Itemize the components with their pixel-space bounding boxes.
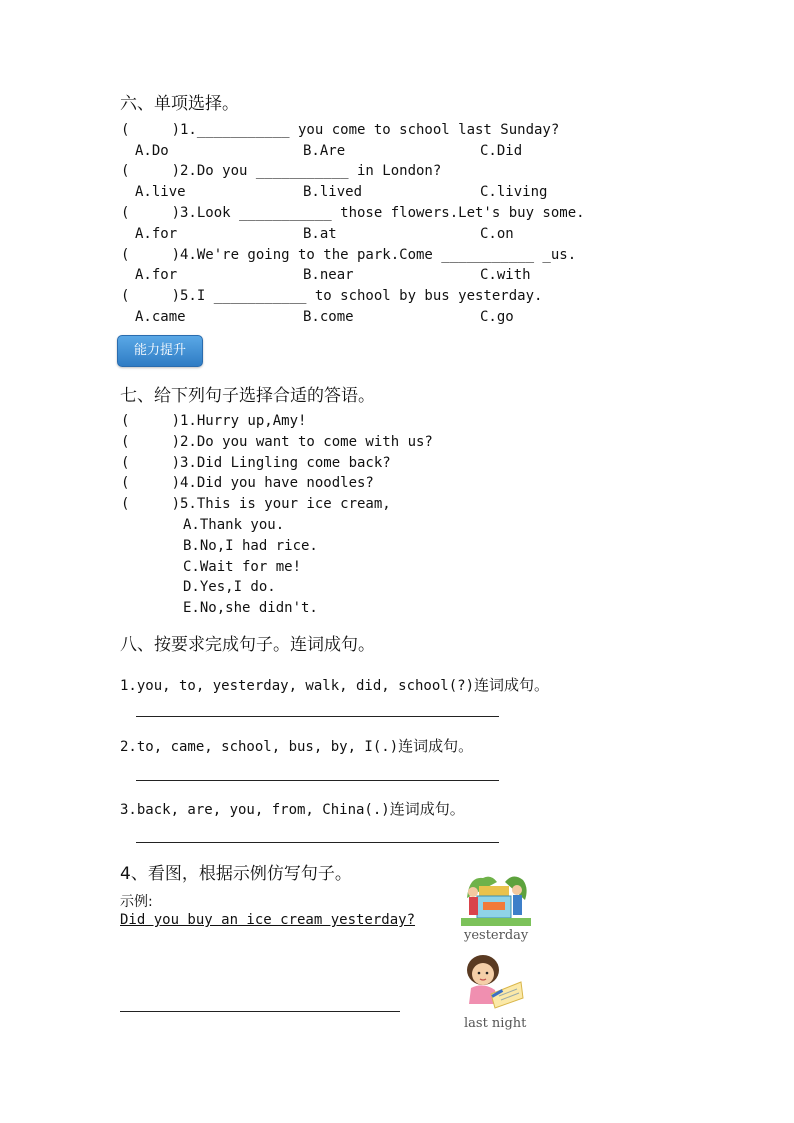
q6-5: ( )5.I ___________ to school by bus yesterday. — [121, 288, 543, 304]
q6-3-option-a: A.for — [135, 226, 178, 242]
q7-3: ( )3.Did Lingling come back? — [121, 455, 391, 471]
q6-2-option-b: B.lived — [303, 184, 363, 200]
ability-boost-badge: 能力提升 — [117, 335, 203, 367]
q6-2-option-c: C.living — [480, 184, 548, 200]
q7-1: ( )1.Hurry up,Amy! — [121, 413, 307, 429]
q7-2: ( )2.Do you want to come with us? — [121, 434, 433, 450]
girl-writing-illustration-icon — [461, 952, 525, 1010]
section6-title: 六、单项选择。 — [120, 94, 239, 114]
q8-3-instruction: 连词成句。 — [389, 800, 465, 818]
q8-2-answer-line[interactable] — [136, 780, 499, 781]
q8-2-words: 2.to, came, school, bus, by, I(.) — [120, 739, 399, 755]
q8-1 — [120, 674, 549, 695]
q7-5: ( )5.This is your ice cream, — [121, 496, 391, 512]
q6-4-option-a: A.for — [135, 267, 178, 283]
q6-3: ( )3.Look ___________ those flowers.Let's buy some. — [121, 205, 585, 221]
q6-5-option-b: B.come — [303, 309, 354, 325]
section4-title: 4、看图，根据示例仿写句子。 — [120, 864, 352, 884]
q6-5-option-c: C.go — [480, 309, 514, 325]
q6-5-option-a: A.came — [135, 309, 186, 325]
ice-cream-shop-illustration-icon — [461, 872, 531, 926]
section7-title: 七、给下列句子选择合适的答语。 — [120, 386, 375, 406]
q6-4-option-b: B.near — [303, 267, 354, 283]
q8-3-answer-line[interactable] — [136, 842, 499, 843]
answer-option-b: B.No,I had rice. — [183, 538, 318, 554]
q8-1-instruction: 连词成句。 — [474, 676, 550, 694]
example-label: 示例: — [120, 894, 153, 910]
q6-1-option-c: C.Did — [480, 143, 523, 159]
q8-3-words: 3.back, are, you, from, China(.) — [120, 802, 390, 818]
answer-option-a: A.Thank you. — [183, 517, 285, 533]
q8-2-instruction: 连词成句。 — [398, 737, 474, 755]
q8-2 — [120, 735, 473, 756]
q6-1-option-a: A.Do — [135, 143, 169, 159]
q7-4: ( )4.Did you have noodles? — [121, 475, 374, 491]
answer-option-e: E.No,she didn't. — [183, 600, 318, 616]
q6-1-option-b: B.Are — [303, 143, 346, 159]
q6-1: ( )1.___________ you come to school last Sunday? — [121, 122, 560, 138]
answer-option-d: D.Yes,I do. — [183, 579, 276, 595]
example-sentence: Did you buy an ice cream yesterday? — [120, 912, 416, 928]
part4-answer-line[interactable] — [120, 1011, 400, 1012]
q8-1-words: 1.you, to, yesterday, walk, did, school(?) — [120, 678, 475, 694]
q6-3-option-b: B.at — [303, 226, 337, 242]
q6-3-option-c: C.on — [480, 226, 514, 242]
pic2-caption: last night — [464, 1016, 527, 1031]
q6-4: ( )4.We're going to the park.Come ___________ _us. — [121, 247, 577, 263]
q8-3 — [120, 798, 465, 819]
q8-1-answer-line[interactable] — [136, 716, 499, 717]
q6-2: ( )2.Do you ___________ in London? — [121, 163, 442, 179]
answer-option-c: C.Wait for me! — [183, 559, 302, 575]
q6-4-option-c: C.with — [480, 267, 531, 283]
q6-2-option-a: A.live — [135, 184, 186, 200]
section8-title: 八、按要求完成句子。连词成句。 — [120, 635, 375, 655]
pic1-caption: yesterday — [464, 928, 529, 943]
